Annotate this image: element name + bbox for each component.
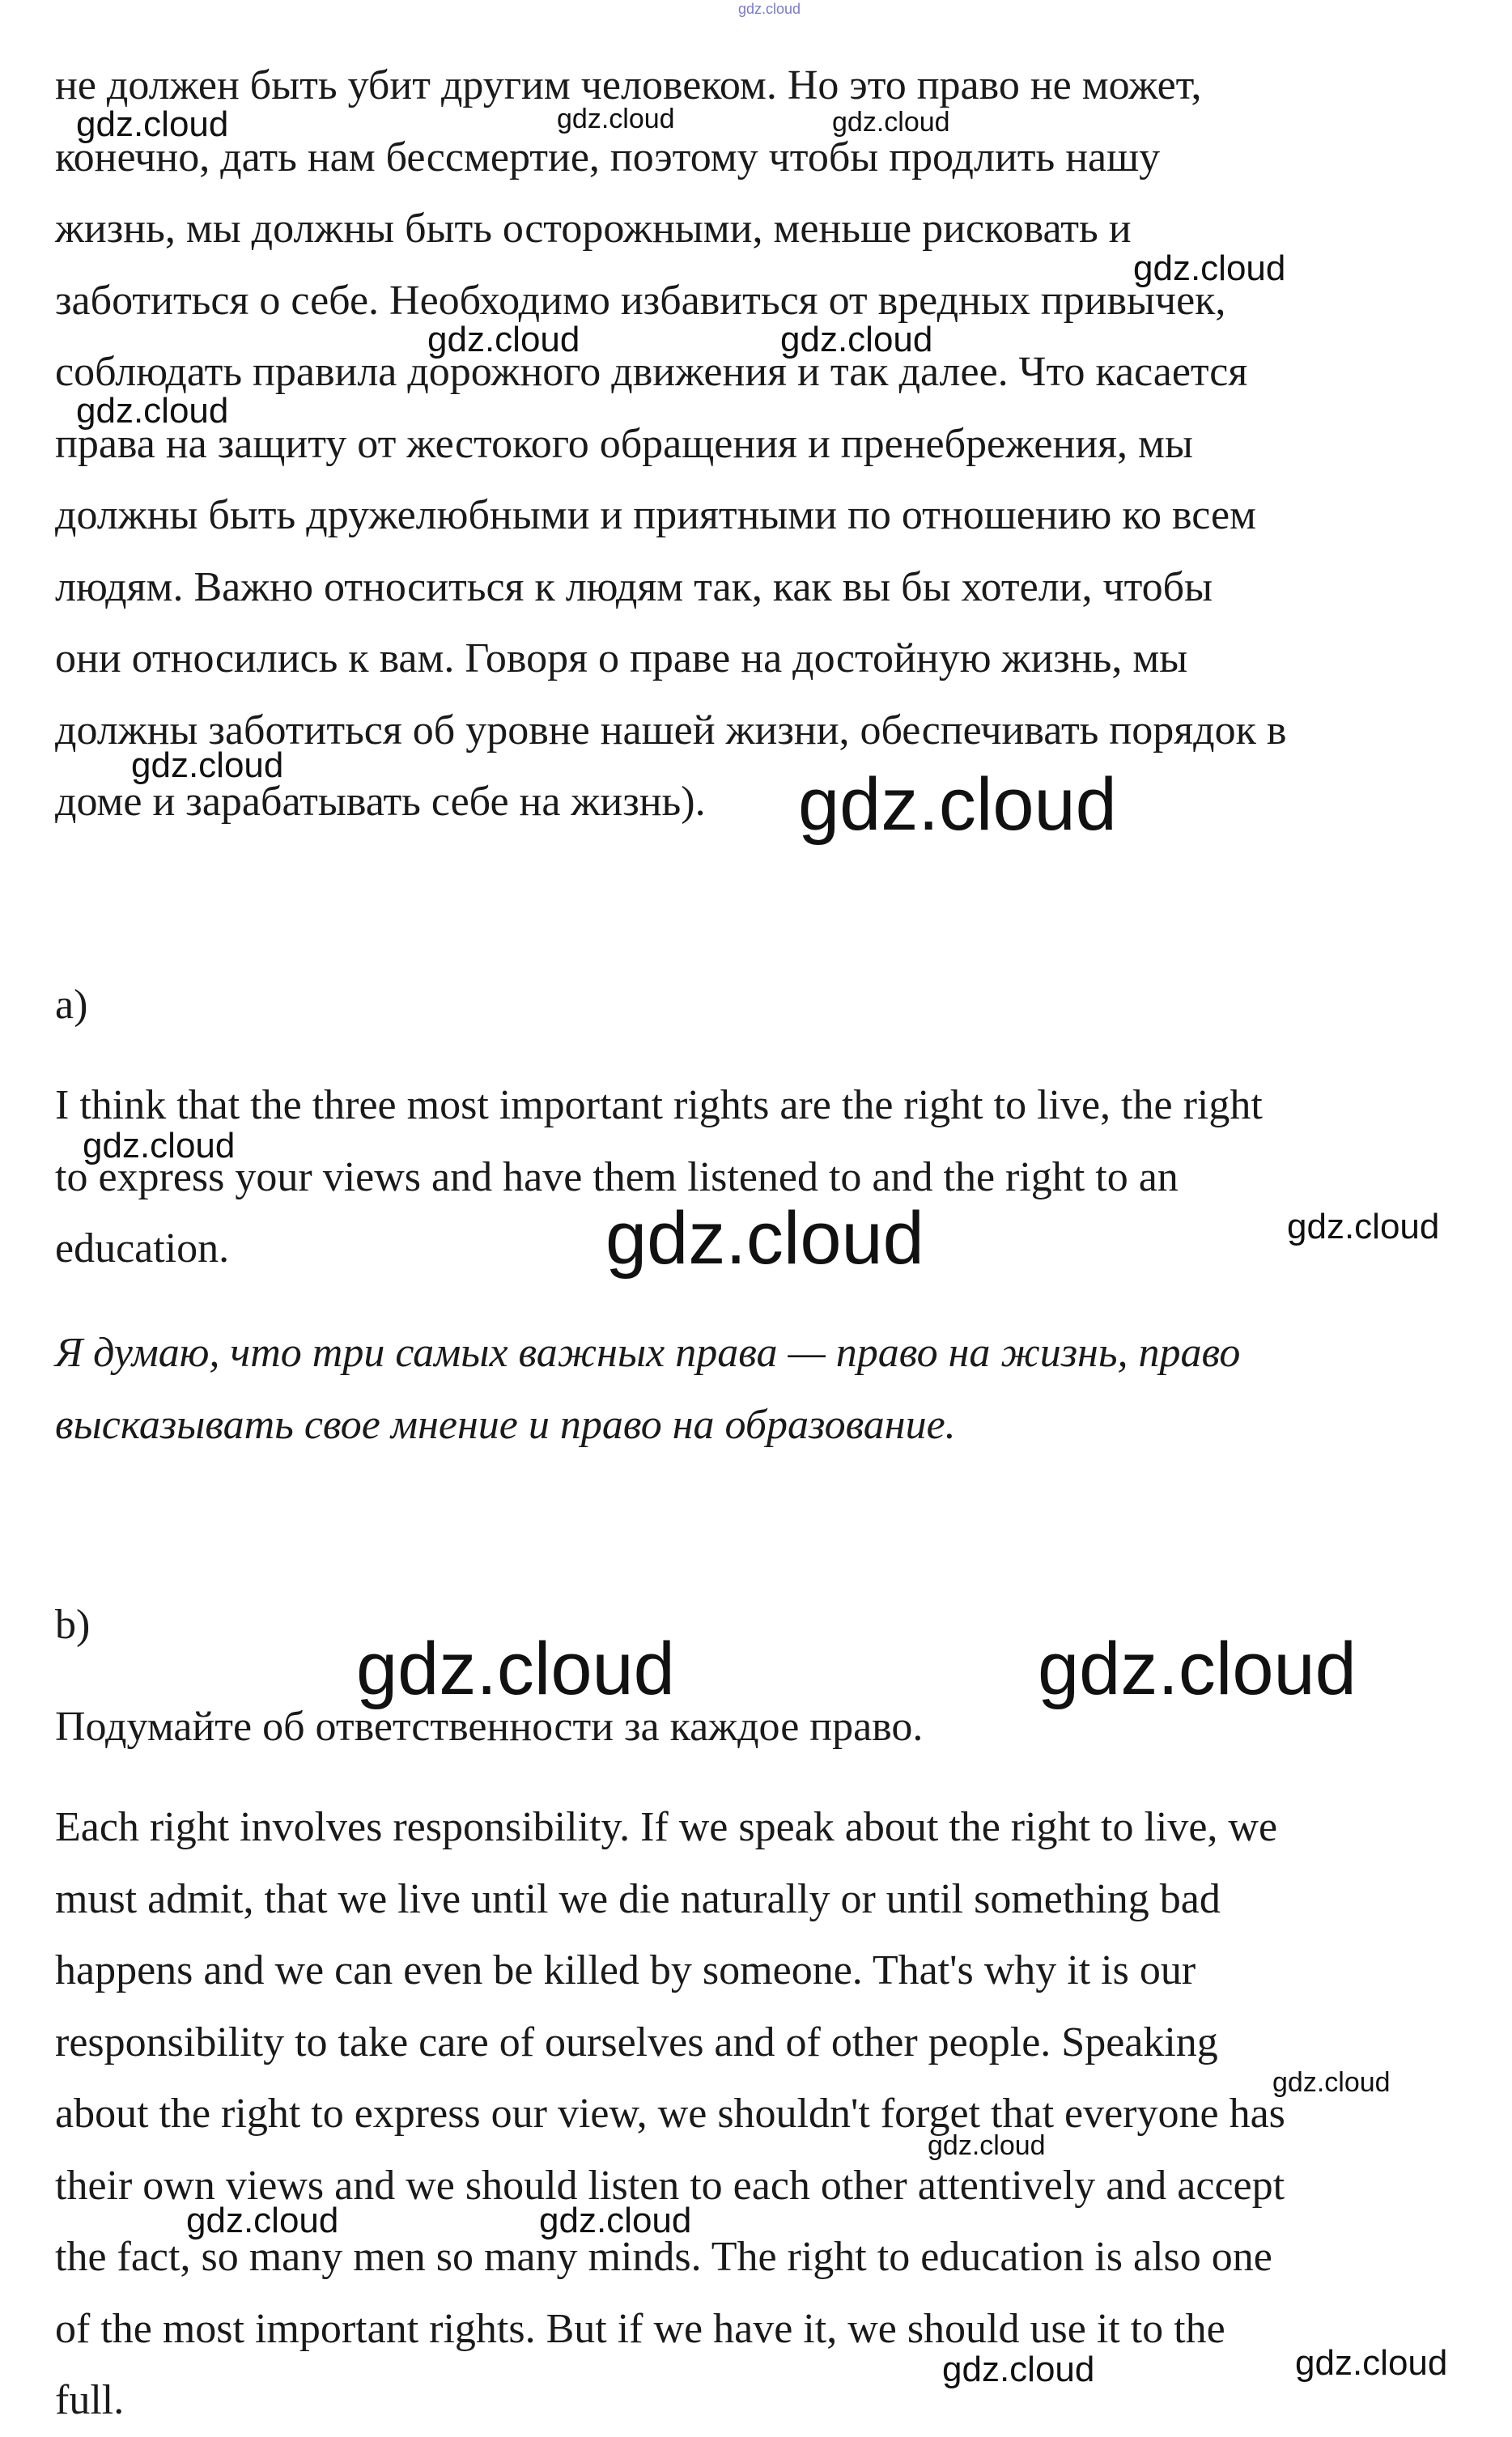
watermark: gdz.cloud — [557, 104, 675, 134]
section-label-b: b) — [55, 1602, 91, 1648]
watermark: gdz.cloud — [1295, 2343, 1448, 2383]
text-line: жизнь, мы должны быть осторожными, меньше рисковать и — [55, 206, 1132, 252]
text-line: соблюдать правила дорожного движения и так далее. Что касается — [55, 349, 1248, 395]
answer-a-russian — [55, 1318, 1480, 1461]
text-line: full. — [55, 2377, 125, 2423]
text-line: людям. Важно относиться к людям так, как вы бы хотели, чтобы — [55, 563, 1213, 610]
text-line: Я думаю, что три самых важных права — право на жизнь, право — [55, 1330, 1241, 1376]
watermark: gdz.cloud — [780, 320, 933, 359]
watermark: gdz.cloud — [539, 2201, 692, 2240]
watermark: gdz.cloud — [427, 320, 580, 359]
text-line: must admit, that we live until we die naturally or until something bad — [55, 1875, 1221, 1922]
watermark: gdz.cloud — [928, 2130, 1046, 2161]
text-line: their own views and we should listen to each other attentively and accept — [55, 2162, 1285, 2209]
section-label-a: a) — [55, 982, 88, 1028]
watermark: gdz.cloud — [186, 2201, 339, 2240]
watermark: gdz.cloud — [356, 1628, 675, 1710]
watermark: gdz.cloud — [76, 104, 229, 144]
text-line: responsibility to take care of ourselves and of other people. Speaking — [55, 2019, 1218, 2066]
russian-paragraph — [55, 50, 1480, 839]
text-line: education. — [55, 1225, 230, 1272]
text-line: Подумайте об ответственности за каждое право. — [55, 1704, 924, 1750]
watermark: gdz.cloud — [1133, 248, 1286, 288]
watermark: gdz.cloud — [83, 1126, 236, 1165]
text-line: должны быть дружелюбными и приятными по отношению ко всем — [55, 492, 1256, 538]
watermark: gdz.cloud — [798, 763, 1117, 846]
watermark: gdz.cloud — [131, 745, 284, 785]
watermark: gdz.cloud — [1272, 2067, 1391, 2098]
watermark: gdz.cloud — [942, 2350, 1095, 2389]
watermark: gdz.cloud — [1287, 1207, 1440, 1246]
text-line: конечно, дать нам бессмертие, поэтому чтобы продлить нашу — [55, 134, 1161, 180]
watermark: gdz.cloud — [832, 107, 950, 138]
text-line: не должен быть убит другим человеком. Но это право не может, — [55, 62, 1202, 108]
answer-b-english — [55, 1792, 1480, 2437]
text-line: I think that the three most important rights are the right to live, the right — [55, 1082, 1263, 1128]
watermark: gdz.cloud — [1038, 1628, 1357, 1710]
text-line: доме и зарабатывать себе на жизнь). — [55, 779, 706, 825]
text-line: Each right involves responsibility. If we speak about the right to live, we — [55, 1804, 1278, 1850]
text-line: the fact, so many men so many minds. The right to education is also one — [55, 2234, 1272, 2280]
text-line: заботиться о себе. Необходимо избавиться от вредных привычек, — [55, 277, 1226, 324]
text-line: about the right to express our view, we shouldn't forget that everyone has — [55, 2091, 1285, 2137]
text-line: of the most important rights. But if we have it, we should use it to the — [55, 2305, 1225, 2352]
text-line: они относились к вам. Говоря о праве на достойную жизнь, мы — [55, 635, 1188, 681]
watermark: gdz.cloud — [605, 1197, 924, 1280]
watermark-top: gdz.cloud — [738, 1, 801, 17]
text-line: to express your views and have them listened to and the right to an — [55, 1153, 1179, 1200]
text-line: должны заботиться об уровне нашей жизни, обеспечивать порядок в — [55, 707, 1287, 754]
text-line: happens and we can even be killed by someone. That's why it is our — [55, 1947, 1196, 1993]
text-line: высказывать свое мнение и право на образование. — [55, 1401, 956, 1448]
watermark: gdz.cloud — [76, 391, 229, 431]
text-line: права на защиту от жестокого обращения и пренебрежения, мы — [55, 420, 1193, 467]
